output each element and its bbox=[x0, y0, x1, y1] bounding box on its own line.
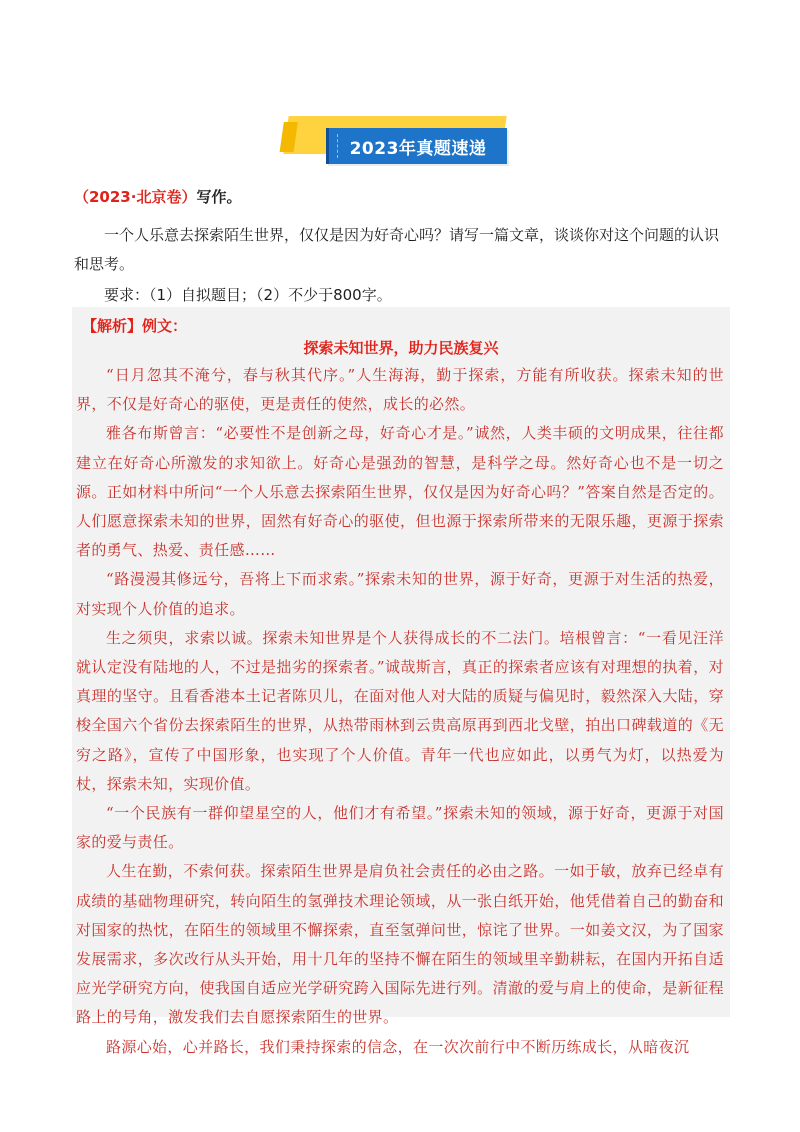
essay-paragraph: 路源心始，心并路长，我们秉持探索的信念，在一次次前行中不断历练成长，从暗夜沉 bbox=[106, 1037, 690, 1056]
essay-paragraph: 生之须臾，求索以诚。探索未知世界是个人获得成长的不二法门。培根曾言：“一看见汪洋就认定没有陆地的人，不过是拙劣的探索者。”诚哉斯言，真正的探索者应该有对理想的执着，对真理的坚守。且看香港本土记者陈贝儿，在面对他人对大陆的质疑与偏见时，毅然深入大陆，穿梭全国六个省份去探索陌生的世界，从热带雨林到云贵高原再到西北戈壁，拍出口碑载道的《无穷之路》，宣传了中国形象，也实现了个人价值。青年一代也应如此，以勇气为灯，以热爱为杖，探索未知，实现价值。 bbox=[76, 628, 724, 793]
section-banner bbox=[286, 116, 512, 168]
banner-title: 2023年真题速递 bbox=[349, 138, 487, 159]
question-source: （2023·北京卷） bbox=[74, 188, 197, 206]
banner-label-box bbox=[326, 128, 507, 164]
essay-title: 探索未知世界，助力民族复兴 bbox=[303, 339, 499, 357]
essay-paragraph: “路漫漫其修远兮，吾将上下而求索。”探索未知的世界，源于好奇，更源于对生活的热爱，对实现个人价值的追求。 bbox=[76, 570, 724, 618]
essay-paragraph: “一个民族有一群仰望星空的人，他们才有希望。”探索未知的领域，源于好奇，更源于对国家的爱与责任。 bbox=[76, 804, 724, 852]
question-type: 写作。 bbox=[196, 188, 242, 206]
question-requirements: 要求：（1）自拟题目；（2）不少于800字。 bbox=[104, 286, 392, 304]
essay-body bbox=[76, 361, 724, 1062]
question-prompt-block bbox=[74, 221, 726, 279]
essay-paragraph: 雅各布斯曾言：“必要性不是创新之母，好奇心才是。”诚然，人类丰硕的文明成果，往往都建立在好奇心所激发的求知欲上。好奇心是强劲的智慧，是科学之母。然好奇心也不是一切之源。正如材料中所问“一个人乐意去探索陌生世界，仅仅是因为好奇心吗？”答案自然是否定的。人们愿意探索未知的世界，固然有好奇心的驱使，但也源于探索所带来的无限乐趣，更源于探索者的勇气、热爱、责任感…… bbox=[76, 424, 724, 560]
essay-paragraph: “日月忽其不淹兮，春与秋其代序。”人生海海，勤于探索，方能有所收获。探索未知的世界，不仅是好奇心的驱使，更是责任的使然，成长的必然。 bbox=[76, 366, 724, 414]
answer-panel bbox=[72, 307, 730, 1056]
answer-label: 【解析】例文： bbox=[82, 317, 188, 335]
essay-paragraph: 人生在勤，不索何获。探索陌生世界是肩负社会责任的必由之路。一如于敏，放弃已经卓有成绩的基础物理研究，转向陌生的氢弹技术理论领域，从一张白纸开始，他凭借着自己的勤奋和对国家的热忱，在陌生的领域里不懈探索，直至氢弹问世，惊诧了世界。一如姜文汉，为了国家发展需求，多次改行从头开始，用十几年的坚持不懈在陌生的领域里辛勤耕耘，在国内开拓自适应光学研究方向，使我国自适应光学研究跨入国际先进行列。清澈的爱与肩上的使命，是新征程路上的号角，激发我们去自愿探索陌生的世界。 bbox=[76, 862, 724, 1027]
question-heading bbox=[74, 186, 241, 207]
question-prompt: 一个人乐意去探索陌生世界，仅仅是因为好奇心吗？请写一篇文章，谈谈你对这个问题的认识和思考。 bbox=[74, 226, 720, 273]
